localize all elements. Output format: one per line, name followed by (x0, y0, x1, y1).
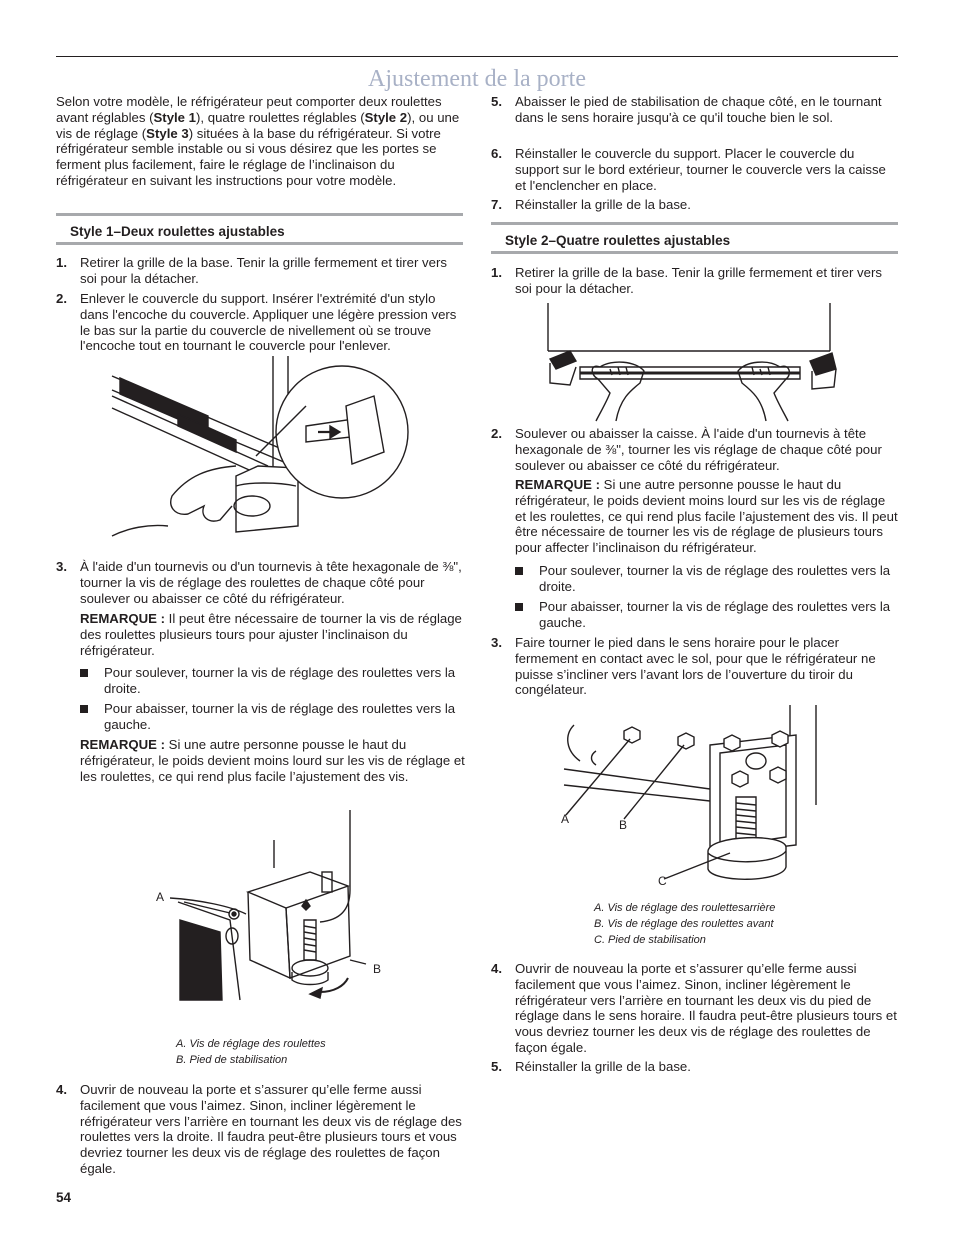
style1-step-7: 7. Réinstaller la grille de la base. (491, 197, 691, 212)
style2-heading: Style 2–Quatre roulettes ajustables (491, 222, 898, 254)
style2-bullet-raise: Pour soulever, tourner la vis de réglage des roulettes vers la droite. (515, 563, 899, 595)
stabilizing-foot-illustration (560, 705, 840, 895)
page-title: Ajustement de la porte (368, 66, 586, 92)
fig2-caption-a: A. Vis de réglage des roulettesarrière (594, 902, 776, 914)
style1-step-3: 3. À l'aide d'un tournevis ou d'un tournevis à tête hexagonale de ⅜", tourner la vis de réglage des roulettes de chaque côté pour soulever ou abaisser ce côté du réfrigérateur. (56, 559, 462, 606)
style1-bullet-raise: Pour soulever, tourner la vis de réglage des roulettes vers la droite. (80, 665, 466, 697)
page-number: 54 (56, 1190, 72, 1205)
fig1-caption-b: B. Pied de stabilisation (176, 1054, 288, 1066)
style2-step-1: 1. Retirer la grille de la base. Tenir la grille fermement et tirer vers soi pour la détacher. (491, 265, 882, 296)
fig2-caption-c: C. Pied de stabilisation (594, 934, 706, 946)
style1-step-2: 2. Enlever le couvercle du support. Insérer l'extrémité d'un stylo dans l'encoche du couvercle. Appliquer une légère pression vers le bas sur la partie du couvercle de nivellement où se trouve l'encoche tout en tournant le couvercle pour l'enlever. (56, 291, 457, 354)
cover-removal-illustration (108, 356, 410, 546)
style1-heading: Style 1–Deux roulettes ajustables (56, 213, 463, 245)
bullet-square-icon (515, 603, 523, 611)
fig2-label-a: A (561, 812, 570, 826)
style1-step-1: 1. Retirer la grille de la base. Tenir la grille fermement et tirer vers soi pour la détacher. (56, 255, 447, 286)
style1-step-5: 5. Abaisser le pied de stabilisation de chaque côté, en le tournant dans le sens horaire jusqu'à ce qu'il touche bien le sol. (491, 94, 882, 125)
style1-remark-2: REMARQUE : Si une autre personne pousse le haut du réfrigérateur, le poids devient moins lourd sur les vis de réglage et les roulettes, ce qui rend plus facile l’ajustement des vis. (80, 737, 465, 784)
style1-step-4: 4. Ouvrir de nouveau la porte et s’assurer qu’elle ferme aussi facilement que vous l’aimez. Sinon, incliner légèrement le réfrigérateur vers l’arrière en tournant les deux vis de réglage des roulettes vers la droite. Il faudra peut-être plusieurs tours et vous devriez tourner les deux vis de réglage des roulettes de façon égale. (56, 1082, 462, 1176)
fig1-label-a: A (156, 890, 165, 904)
style2-step-3: 3. Faire tourner le pied dans le sens horaire pour le placer fermement en contact avec le sol, pour que le réfrigérateur ne puisse s’incliner vers l’avant lors de l’ouverture du tiroir du congélateur. (491, 635, 876, 698)
fig2-label-b: B (619, 818, 628, 832)
fig1-caption-a: A. Vis de réglage des roulettes (176, 1038, 326, 1050)
fig1-label-b: B (373, 962, 382, 976)
style1-remark-1: REMARQUE : Il peut être nécessaire de tourner la vis de réglage des roulettes plusieurs tours pour ajuster l’inclinaison du réfrigérateur. (80, 611, 462, 658)
bullet-square-icon (80, 705, 88, 713)
bullet-square-icon (515, 567, 523, 575)
style2-step-2: 2. Soulever ou abaisser la caisse. À l'aide d'un tournevis à tête hexagonale de ⅜", tourner les vis réglage de chaque côté pour soulever ou abaisser ce côté du réfrigérateur. (491, 426, 882, 473)
fig2-caption-b: B. Vis de réglage des roulettes avant (594, 918, 774, 930)
style2-bullet-lower: Pour abaisser, tourner la vis de réglage des roulettes vers la gauche. (515, 599, 899, 631)
roller-adjustment-illustration (170, 810, 370, 1010)
grille-removal-illustration (540, 303, 840, 423)
style2-step-4: 4. Ouvrir de nouveau la porte et s’assurer qu’elle ferme aussi facilement que vous l’aimez. Sinon, incliner légèrement le réfrigérateur vers l’arrière en tournant les deux vis du pied de réglage dans le sens horaire. Il faudra peut-être plusieurs tours et vous devriez tourner les deux vis de réglage des roulettes de façon égale. (491, 961, 897, 1055)
fig2-label-c: C (658, 874, 667, 888)
style1-bullet-lower: Pour abaisser, tourner la vis de réglage des roulettes vers la gauche. (80, 701, 466, 733)
style1-step-6: 6. Réinstaller le couvercle du support. Placer le couvercle du support sur le bord extérieur, tourner le couvercle vers la caisse et l'enclencher en place. (491, 146, 886, 193)
top-rule (56, 56, 898, 57)
style2-step-5: 5. Réinstaller la grille de la base. (491, 1059, 691, 1074)
intro-paragraph: Selon votre modèle, le réfrigérateur peut comporter deux roulettes avant réglables (Style 1), quatre roulettes réglables (Style 2), ou une vis de réglage (Style 3) situées à la base du réfrigérateur. Si votre réfrigérateur semble instable ou si vous désirez que les portes se ferment plus facilement, faire le réglage de l’inclinaison du réfrigérateur en suivant les instructions pour votre modèle. (56, 94, 460, 188)
bullet-square-icon (80, 669, 88, 677)
style2-remark: REMARQUE : Si une autre personne pousse le haut du réfrigérateur, le poids devient moins lourd sur les vis de réglage et les roulettes, ce qui rend plus facile l’ajustement des vis. Il peut être nécessaire de tourner les vis de réglage de plusieurs tours pour affecter l’inclinaison du réfrigérateur. (515, 477, 898, 556)
